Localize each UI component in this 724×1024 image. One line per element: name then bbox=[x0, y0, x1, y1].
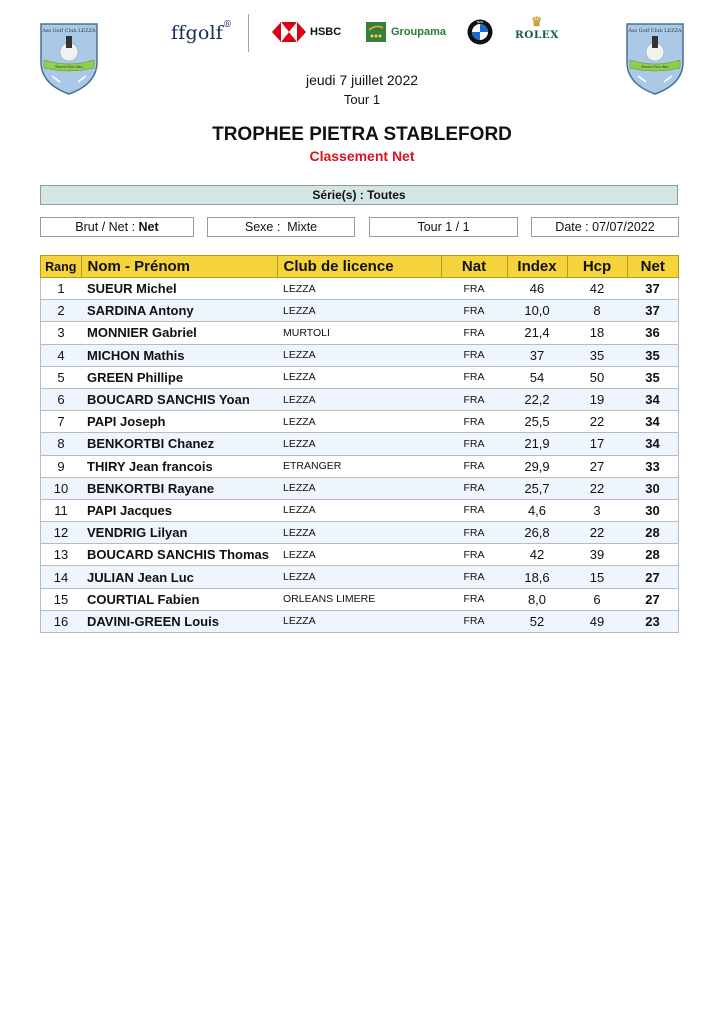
table-row bbox=[41, 455, 679, 477]
cell-club: LEZZA bbox=[277, 300, 441, 322]
hsbc-hexagon-icon bbox=[272, 22, 306, 42]
sexe-filter bbox=[207, 217, 355, 237]
cell-hcp: 6 bbox=[567, 588, 627, 610]
cell-net: 37 bbox=[627, 300, 679, 322]
cell-name: MONNIER Gabriel bbox=[81, 322, 277, 344]
cell-name: BENKORTBI Chanez bbox=[81, 433, 277, 455]
cell-index: 4,6 bbox=[507, 499, 567, 521]
cell-name: THIRY Jean francois bbox=[81, 455, 277, 477]
cell-nat: FRA bbox=[441, 499, 507, 521]
cell-club: LEZZA bbox=[277, 366, 441, 388]
cell-index: 21,9 bbox=[507, 433, 567, 455]
cell-club: LEZZA bbox=[277, 411, 441, 433]
cell-nat: FRA bbox=[441, 455, 507, 477]
cell-rang: 11 bbox=[41, 499, 82, 521]
cell-nat: FRA bbox=[441, 388, 507, 410]
col-net: Net bbox=[627, 256, 679, 278]
svg-text:Ass Golf Club LEZZA: Ass Golf Club LEZZA bbox=[628, 28, 682, 34]
cell-name: JULIAN Jean Luc bbox=[81, 566, 277, 588]
cell-index: 18,6 bbox=[507, 566, 567, 588]
cell-hcp: 3 bbox=[567, 499, 627, 521]
cell-club: LEZZA bbox=[277, 477, 441, 499]
cell-hcp: 35 bbox=[567, 344, 627, 366]
cell-club: LEZZA bbox=[277, 388, 441, 410]
cell-nat: FRA bbox=[441, 278, 507, 300]
cell-nat: FRA bbox=[441, 610, 507, 632]
cell-index: 37 bbox=[507, 344, 567, 366]
cell-hcp: 22 bbox=[567, 477, 627, 499]
table-row bbox=[41, 544, 679, 566]
cell-rang: 13 bbox=[41, 544, 82, 566]
cell-index: 52 bbox=[507, 610, 567, 632]
cell-net: 36 bbox=[627, 322, 679, 344]
cell-rang: 15 bbox=[41, 588, 82, 610]
cell-index: 21,4 bbox=[507, 322, 567, 344]
cell-rang: 5 bbox=[41, 366, 82, 388]
sexe-label: Sexe : bbox=[244, 220, 281, 234]
svg-text:Porto-Vecchio: Porto-Vecchio bbox=[55, 64, 83, 69]
cell-rang: 10 bbox=[41, 477, 82, 499]
table-row bbox=[41, 278, 679, 300]
hsbc-logo: HSBC bbox=[272, 22, 341, 42]
cell-name: DAVINI-GREEN Louis bbox=[81, 610, 277, 632]
table-row bbox=[41, 411, 679, 433]
date-filter: Date : 07/07/2022 bbox=[531, 217, 679, 237]
cell-index: 8,0 bbox=[507, 588, 567, 610]
col-nat: Nat bbox=[441, 256, 507, 278]
col-club: Club de licence bbox=[277, 256, 441, 278]
event-date: jeudi 7 juillet 2022 bbox=[305, 72, 419, 88]
cell-club: LEZZA bbox=[277, 544, 441, 566]
sexe-value: Mixte bbox=[287, 220, 318, 234]
cell-net: 27 bbox=[627, 566, 679, 588]
svg-text:Ass Golf Club LEZZA: Ass Golf Club LEZZA bbox=[42, 28, 96, 34]
cell-nat: FRA bbox=[441, 544, 507, 566]
cell-rang: 4 bbox=[41, 344, 82, 366]
table-row bbox=[41, 566, 679, 588]
cell-club: LEZZA bbox=[277, 566, 441, 588]
cell-rang: 12 bbox=[41, 522, 82, 544]
cell-rang: 7 bbox=[41, 411, 82, 433]
cell-name: GREEN Phillipe bbox=[81, 366, 277, 388]
cell-club: LEZZA bbox=[277, 610, 441, 632]
cell-nat: FRA bbox=[441, 366, 507, 388]
cell-name: SARDINA Antony bbox=[81, 300, 277, 322]
col-rang: Rang bbox=[41, 256, 82, 278]
cell-index: 29,9 bbox=[507, 455, 567, 477]
cell-net: 30 bbox=[627, 477, 679, 499]
cell-index: 10,0 bbox=[507, 300, 567, 322]
cell-net: 28 bbox=[627, 544, 679, 566]
table-row bbox=[41, 522, 679, 544]
cell-net: 34 bbox=[627, 388, 679, 410]
cell-club: LEZZA bbox=[277, 433, 441, 455]
rolex-logo: ♛ ROLEX bbox=[515, 15, 559, 41]
logo-divider bbox=[248, 14, 249, 52]
cell-club: LEZZA bbox=[277, 344, 441, 366]
cell-name: BOUCARD SANCHIS Thomas bbox=[81, 544, 277, 566]
crown-icon: ♛ bbox=[530, 15, 544, 30]
cell-hcp: 15 bbox=[567, 566, 627, 588]
cell-nat: FRA bbox=[441, 588, 507, 610]
col-hcp: Hcp bbox=[567, 256, 627, 278]
cell-rang: 3 bbox=[41, 322, 82, 344]
cell-nat: FRA bbox=[441, 300, 507, 322]
table-row bbox=[41, 588, 679, 610]
event-tour: Tour 1 bbox=[343, 92, 381, 107]
cell-hcp: 27 bbox=[567, 455, 627, 477]
cell-index: 25,7 bbox=[507, 477, 567, 499]
cell-nat: FRA bbox=[441, 522, 507, 544]
bmw-logo bbox=[467, 19, 493, 45]
cell-nat: FRA bbox=[441, 344, 507, 366]
table-row bbox=[41, 300, 679, 322]
page-title: TROPHEE PIETRA STABLEFORD bbox=[212, 124, 512, 145]
cell-rang: 6 bbox=[41, 388, 82, 410]
cell-net: 28 bbox=[627, 522, 679, 544]
cell-rang: 14 bbox=[41, 566, 82, 588]
brut-net-value: Net bbox=[138, 220, 159, 234]
cell-name: SUEUR Michel bbox=[81, 278, 277, 300]
cell-name: BOUCARD SANCHIS Yoan bbox=[81, 388, 277, 410]
cell-hcp: 22 bbox=[567, 522, 627, 544]
cell-hcp: 50 bbox=[567, 366, 627, 388]
cell-hcp: 49 bbox=[567, 610, 627, 632]
cell-nat: FRA bbox=[441, 322, 507, 344]
table-row bbox=[41, 366, 679, 388]
cell-net: 35 bbox=[627, 344, 679, 366]
cell-net: 34 bbox=[627, 411, 679, 433]
results-table bbox=[40, 255, 679, 633]
cell-rang: 8 bbox=[41, 433, 82, 455]
cell-net: 35 bbox=[627, 366, 679, 388]
cell-hcp: 18 bbox=[567, 322, 627, 344]
tour-filter: Tour 1 / 1 bbox=[369, 217, 518, 237]
cell-net: 37 bbox=[627, 278, 679, 300]
series-filter: Série(s) : Toutes bbox=[40, 185, 678, 205]
cell-net: 30 bbox=[627, 499, 679, 521]
cell-nat: FRA bbox=[441, 477, 507, 499]
cell-rang: 16 bbox=[41, 610, 82, 632]
table-row bbox=[41, 388, 679, 410]
brut-net-filter bbox=[40, 217, 194, 237]
cell-club: ETRANGER bbox=[277, 455, 441, 477]
cell-rang: 9 bbox=[41, 455, 82, 477]
table-row bbox=[41, 433, 679, 455]
table-row bbox=[41, 499, 679, 521]
cell-name: VENDRIG Lilyan bbox=[81, 522, 277, 544]
page-subtitle: Classement Net bbox=[309, 148, 415, 164]
cell-net: 23 bbox=[627, 610, 679, 632]
table-row bbox=[41, 610, 679, 632]
groupama-icon bbox=[366, 22, 386, 42]
cell-net: 34 bbox=[627, 433, 679, 455]
svg-text:Porto-Vecchio: Porto-Vecchio bbox=[641, 64, 669, 69]
cell-name: BENKORTBI Rayane bbox=[81, 477, 277, 499]
cell-nat: FRA bbox=[441, 566, 507, 588]
table-row bbox=[41, 344, 679, 366]
cell-rang: 1 bbox=[41, 278, 82, 300]
cell-net: 33 bbox=[627, 455, 679, 477]
cell-nat: FRA bbox=[441, 433, 507, 455]
cell-rang: 2 bbox=[41, 300, 82, 322]
cell-index: 25,5 bbox=[507, 411, 567, 433]
cell-club: LEZZA bbox=[277, 522, 441, 544]
cell-name: PAPI Joseph bbox=[81, 411, 277, 433]
cell-hcp: 19 bbox=[567, 388, 627, 410]
cell-nat: FRA bbox=[441, 411, 507, 433]
cell-hcp: 39 bbox=[567, 544, 627, 566]
ffgolf-logo: ffgolf® bbox=[171, 20, 233, 44]
brut-net-label: Brut / Net : bbox=[75, 220, 136, 234]
cell-hcp: 42 bbox=[567, 278, 627, 300]
table-row bbox=[41, 477, 679, 499]
cell-club: LEZZA bbox=[277, 499, 441, 521]
cell-index: 54 bbox=[507, 366, 567, 388]
table-header-row bbox=[41, 256, 679, 278]
cell-index: 22,2 bbox=[507, 388, 567, 410]
cell-hcp: 17 bbox=[567, 433, 627, 455]
cell-hcp: 8 bbox=[567, 300, 627, 322]
col-nom-prenom: Nom - Prénom bbox=[81, 256, 277, 278]
cell-net: 27 bbox=[627, 588, 679, 610]
cell-hcp: 22 bbox=[567, 411, 627, 433]
table-row bbox=[41, 322, 679, 344]
cell-club: ORLEANS LIMERE bbox=[277, 588, 441, 610]
cell-index: 26,8 bbox=[507, 522, 567, 544]
col-index: Index bbox=[507, 256, 567, 278]
cell-name: PAPI Jacques bbox=[81, 499, 277, 521]
svg-text:BMW: BMW bbox=[476, 21, 484, 24]
cell-club: LEZZA bbox=[277, 278, 441, 300]
cell-name: MICHON Mathis bbox=[81, 344, 277, 366]
cell-name: COURTIAL Fabien bbox=[81, 588, 277, 610]
groupama-logo: Groupama bbox=[366, 22, 446, 42]
cell-index: 42 bbox=[507, 544, 567, 566]
cell-club: MURTOLI bbox=[277, 322, 441, 344]
cell-index: 46 bbox=[507, 278, 567, 300]
